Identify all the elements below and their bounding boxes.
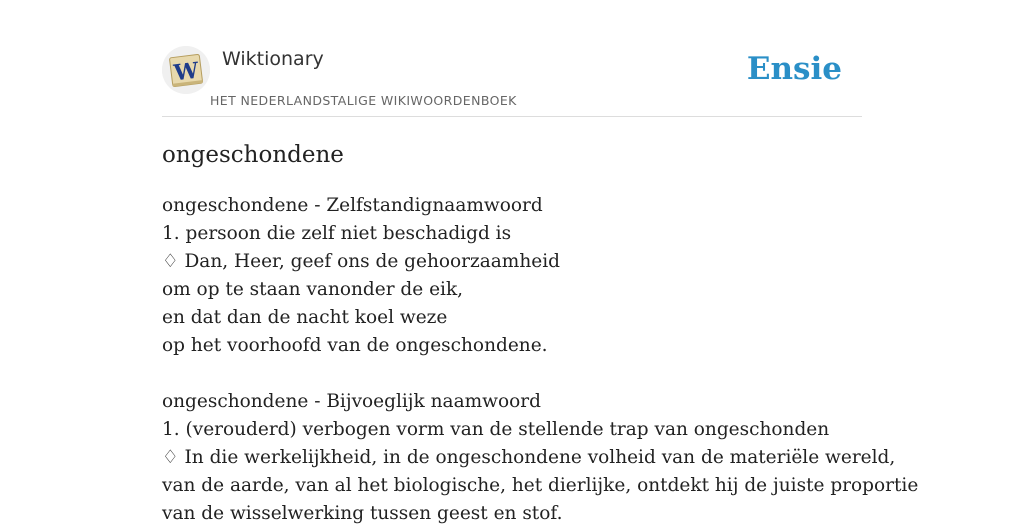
- svg-text:W: W: [172, 57, 201, 87]
- example-line: ♢ Dan, Heer, geef ons de gehoorzaamheid: [162, 251, 560, 272]
- entry-noun: [162, 192, 882, 360]
- example-line: en dat dan de nacht koel weze: [162, 307, 448, 328]
- wiktionary-logo-icon[interactable]: [162, 46, 210, 94]
- entry-heading: ongeschondene - Bijvoeglijk naamwoord: [162, 391, 541, 412]
- entry-definition: 1. persoon die zelf niet beschadigd is: [162, 223, 512, 244]
- ensie-brand-link[interactable]: Ensie: [746, 51, 842, 87]
- wiktionary-logo-graphic: [162, 46, 210, 94]
- entry-definition: 1. (verouderd) verbogen vorm van de stellende trap van ongeschonden: [162, 419, 830, 440]
- example-line: om op te staan vanonder de eik,: [162, 279, 464, 300]
- entry-adjective: [162, 388, 919, 528]
- example-line: ♢ In die werkelijkheid, in de ongeschondene volheid van de materiële wereld,: [162, 447, 896, 468]
- entry-separator: [162, 360, 882, 388]
- page-title: ongeschondene: [162, 142, 344, 168]
- example-line: van de aarde, van al het biologische, het dierlijke, ontdekt hij de juiste proportie: [162, 475, 919, 496]
- site-tagline: HET NEDERLANDSTALIGE WIKIWOORDENBOEK: [210, 93, 517, 108]
- example-line: op het voorhoofd van de ongeschondene.: [162, 335, 548, 356]
- site-name-link[interactable]: Wiktionary: [222, 48, 324, 70]
- example-line: van de wisselwerking tussen geest en stof.: [162, 503, 563, 524]
- site-header: [162, 44, 862, 117]
- definition-content: [162, 192, 919, 528]
- entry-heading: ongeschondene - Zelfstandignaamwoord: [162, 195, 543, 216]
